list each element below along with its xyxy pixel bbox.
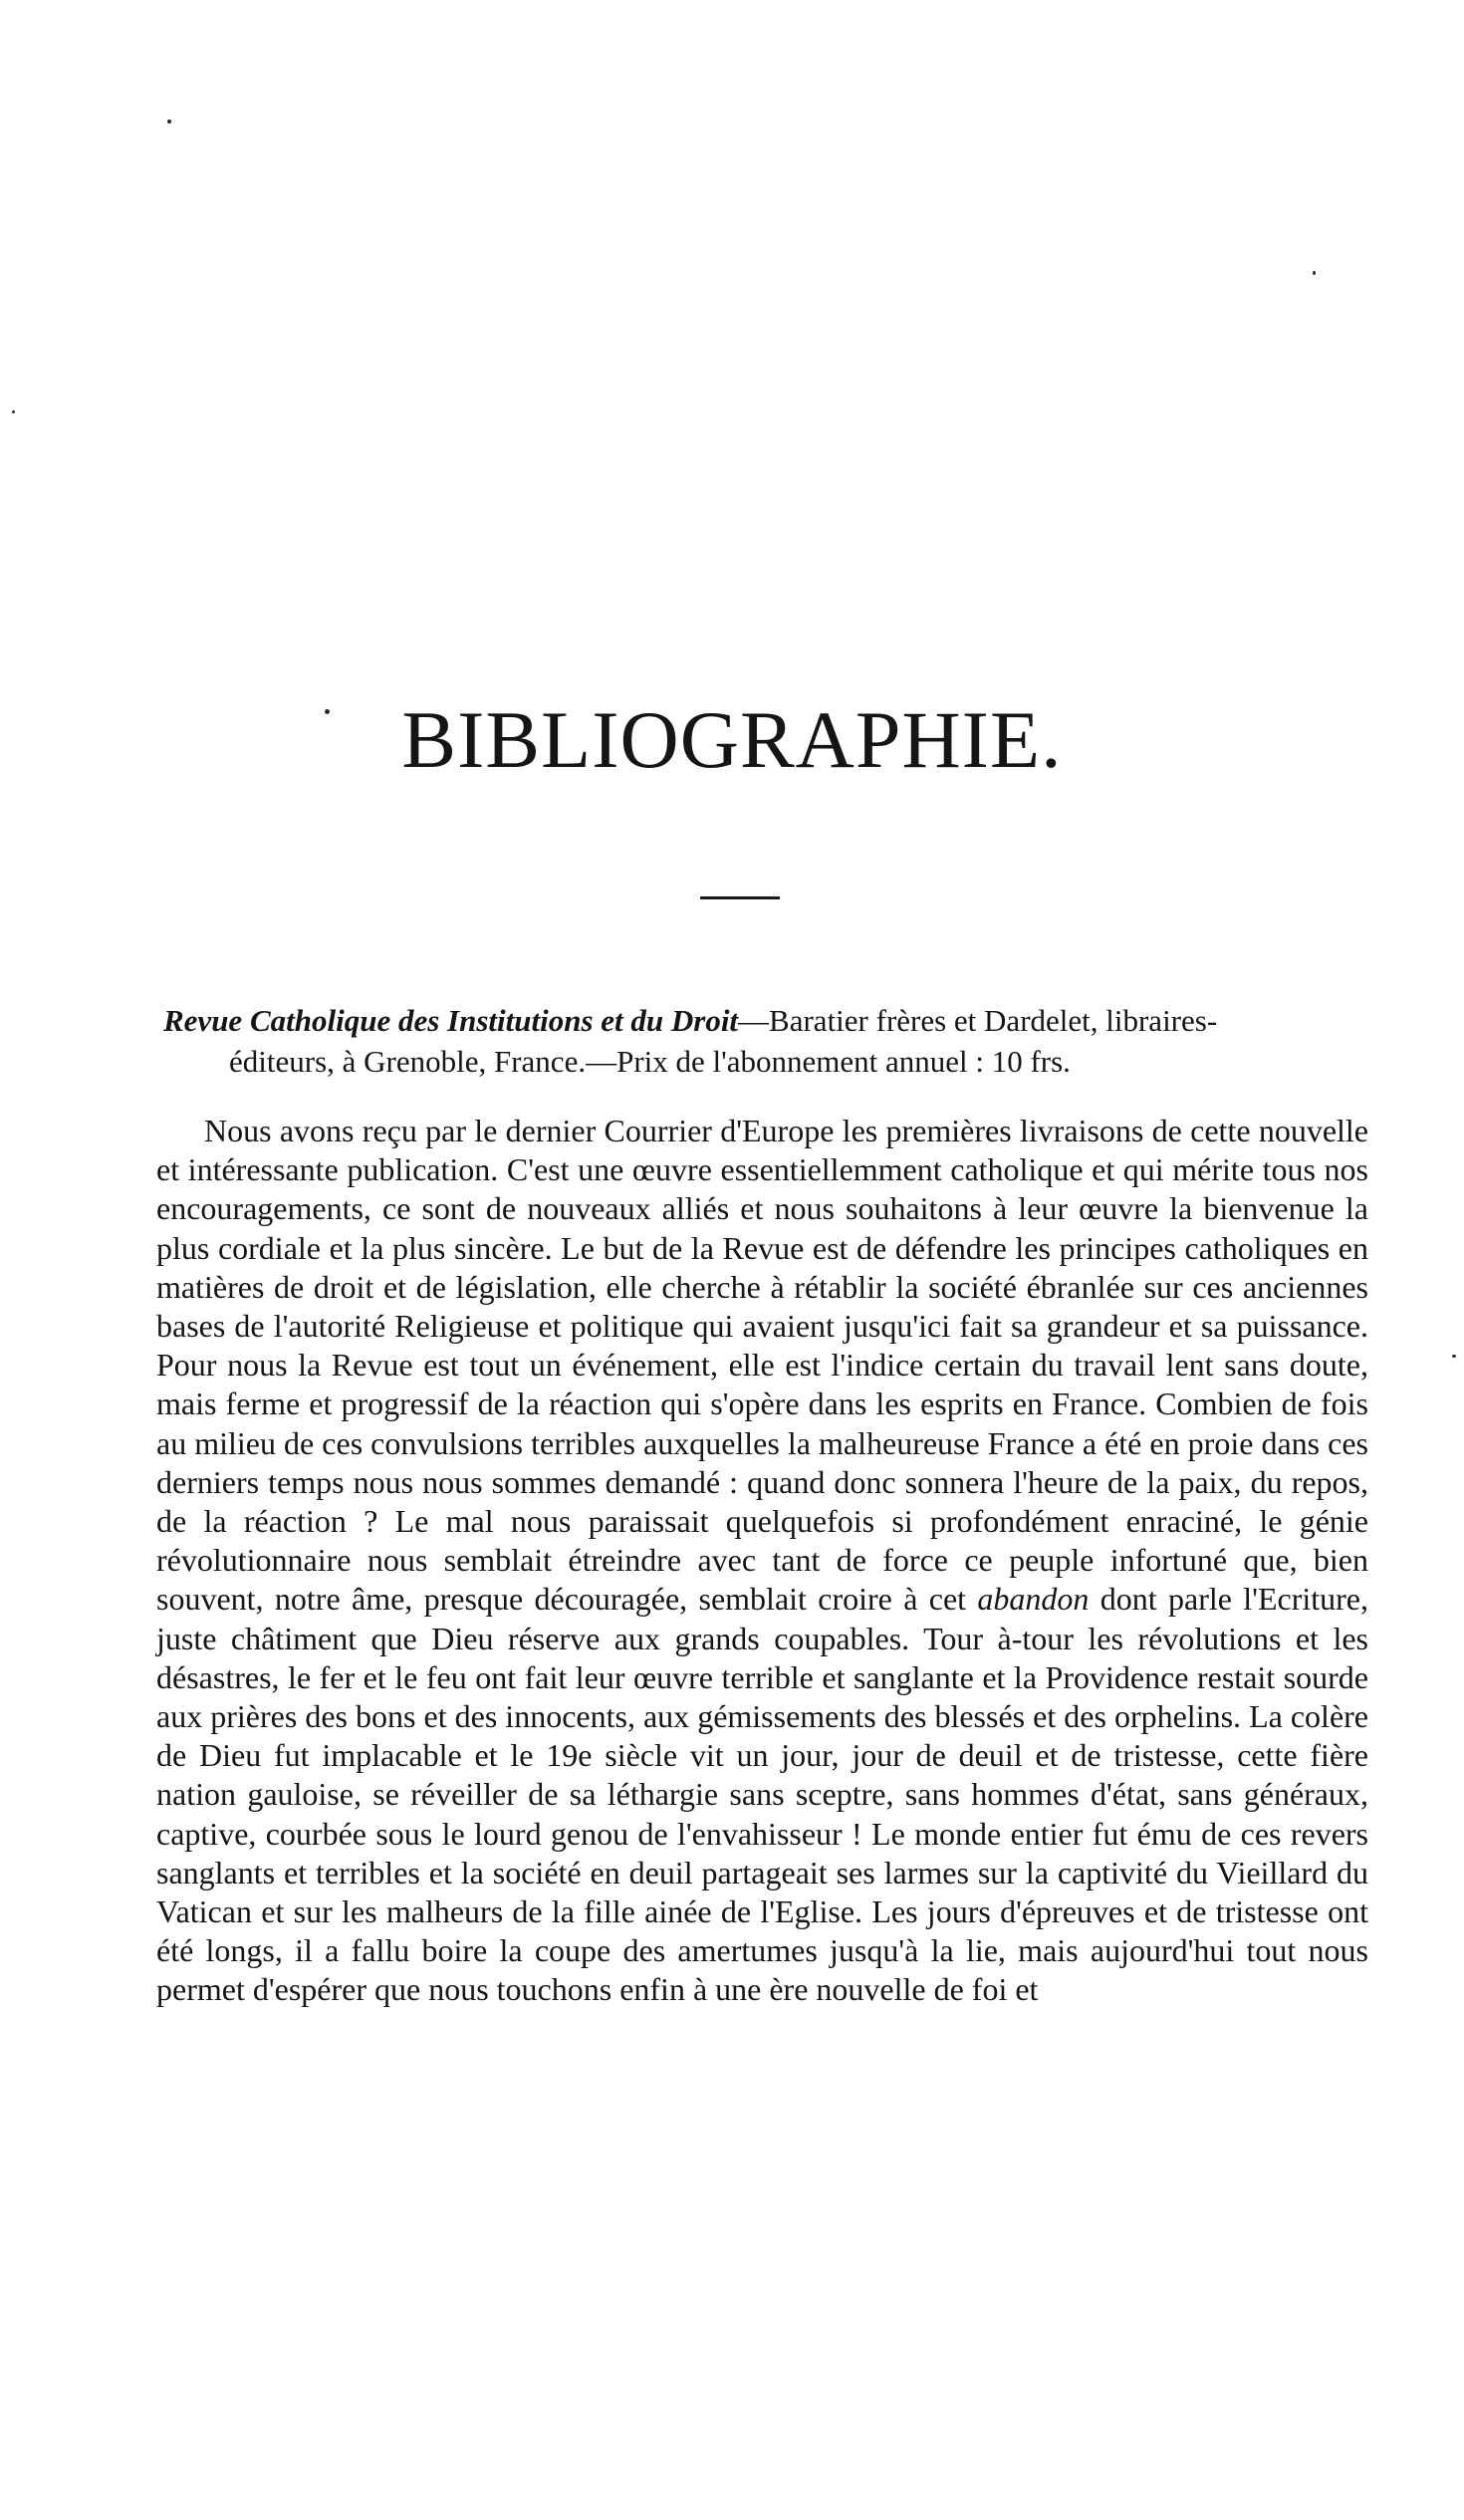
ink-speck [167, 120, 171, 124]
page-title: BIBLIOGRAPHIE. [401, 694, 1063, 785]
paragraph-text-continued: dont parle l'Ecriture, juste châtiment que Dieu réserve aux grands coupables. Tour à-tour les révolutions et les désastres, le fer et le feu ont fait leur œuvre terrible et sanglante et la Providence restait sourde aux prières des bons et des innocents, aux gémissements des blessés et des orphelins. La colère de Dieu fut implacable et le 19e siècle vit un jour, jour de deuil et de tristesse, cette fière nation gauloise, se réveiller de sa léthargie sans sceptre, sans hommes d'état, sans généraux, captive, courbée sous le lourd genou de l'envahisseur ! Le monde entier fut ému de ces revers sanglants et terribles et la société en deuil partageait ses larmes sur la captivité du Vieillard du Vatican et sur les malheurs de la fille ainée de l'Eglise. Les jours d'épreuves et de tristesse ont été longs, il a fallu boire la coupe des amertumes jusqu'à la lie, mais aujourd'hui tout nous permet d'espérer que nous touchons enfin à une ère nouvelle de foi et [156, 1581, 1369, 2008]
review-paragraph [156, 1112, 1368, 2010]
title-divider [700, 896, 780, 899]
bibliographic-citation [163, 1000, 1368, 1082]
paragraph-text: Nous avons reçu par le dernier Courrier d'Europe les premières livraisons de cette nouvelle et intéressante publication. C'est une œuvre essentiellemment catholique et qui mérite tous nos encouragements, ce sont de nouveaux alliés et nous souhaitons à leur œuvre la bienvenue la plus cordiale et la plus sincère. Le but de la Revue est de défendre les principes catholiques en matières de droit et de législation, elle cherche à rétablir la société ébranlée sur ces anciennes bases de l'autorité Religieuse et politique qui avaient jusqu'ici fait sa grandeur et sa puissance. Pour nous la Revue est tout un événement, elle est l'indice certain du travail lent sans doute, mais ferme et progressif de la réaction qui s'opère dans les esprits en France. Combien de fois au milieu de ces convulsions terribles auxquelles la malheureuse France a été en proie dans ces derniers temps nous nous sommes demandé : quand donc sonnera l'heure de la paix, du repos, de la réaction ? Le mal nous paraissait quelquefois si profondément enraciné, le génie révolutionnaire nous semblait étreindre avec tant de force ce peuple infortuné que, bien souvent, notre âme, presque découragée, semblait croire à cet [156, 1113, 1368, 1618]
emphasized-word: abandon [977, 1581, 1090, 1618]
publisher-info: —Baratier frères et Dardelet, libraires- [738, 1003, 1218, 1038]
journal-title: Revue Catholique des Institutions et du Droit [163, 1003, 739, 1038]
publisher-price-info: éditeurs, à Grenoble, France.—Prix de l'abonnement annuel : 10 frs. [229, 1044, 1071, 1079]
ink-speck [12, 410, 15, 413]
ink-speck [1313, 271, 1316, 275]
ink-speck [1452, 1355, 1456, 1358]
